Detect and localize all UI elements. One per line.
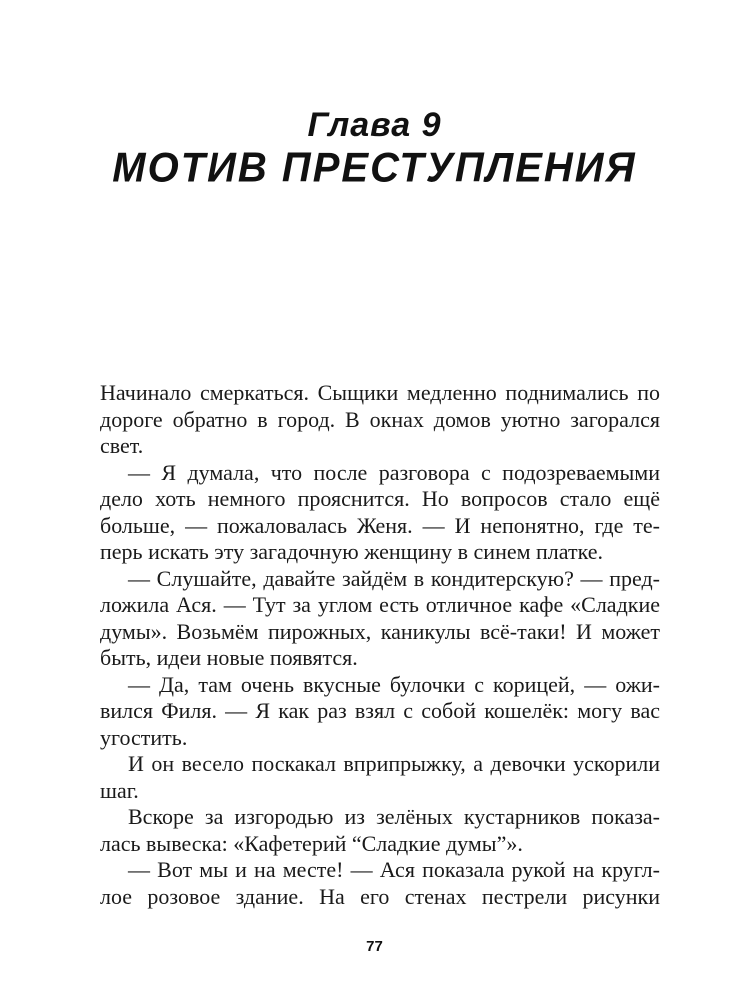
text-line: угостить. [100,724,188,750]
text-line: свет. [100,433,144,458]
text-line: быть, идеи новые появятся. [100,645,358,670]
body-text [100,380,660,910]
text-line: дело хоть немного прояснится. Но вопросов стало ещё [100,486,660,511]
text-line: лое розовое здание. На его стенах пестрели рисунки [100,883,660,909]
chapter-title: МОТИВ ПРЕСТУПЛЕНИЯ [112,144,637,192]
page-number: 77 [366,938,383,955]
text-line: И он весело поскакал вприпрыжку, а девочки ускорили [128,751,660,776]
text-line: Начинало смеркаться. Сыщики медленно поднимались по [100,380,660,405]
text-line: дороге обратно в город. В окнах домов уютно загорался [100,406,660,432]
text-line: — Я думала, что после разговора с подозреваемыми [128,459,660,485]
text-line: шаг. [100,777,139,803]
text-line: ложила Ася. — Тут за углом есть отличное кафе «Сладкие [100,592,660,617]
text-line: перь искать эту загадочную женщину в синем платке. [100,539,604,564]
text-line: — Вот мы и на месте! — Ася показала рукой на кругл- [128,857,660,882]
chapter-label: Глава 9 [307,106,442,144]
text-line: — Слушайте, давайте зайдём в кондитерскую? — пред- [128,565,660,591]
text-line: вился Филя. — Я как раз взял с собой кошелёк: могу вас [100,698,660,723]
text-line: Вскоре за изгородью из зелёных кустарников показа- [128,804,660,829]
text-line: — Да, там очень вкусные булочки с корицей, — ожи- [128,671,660,697]
text-line: больше, — пожаловалась Женя. — И непонятно, где те- [100,512,660,538]
text-line: лась вывеска: «Кафетерий “Сладкие думы”». [100,830,523,856]
text-line: думы». Возьмём пирожных, каникулы всё-таки! И может [100,618,660,644]
